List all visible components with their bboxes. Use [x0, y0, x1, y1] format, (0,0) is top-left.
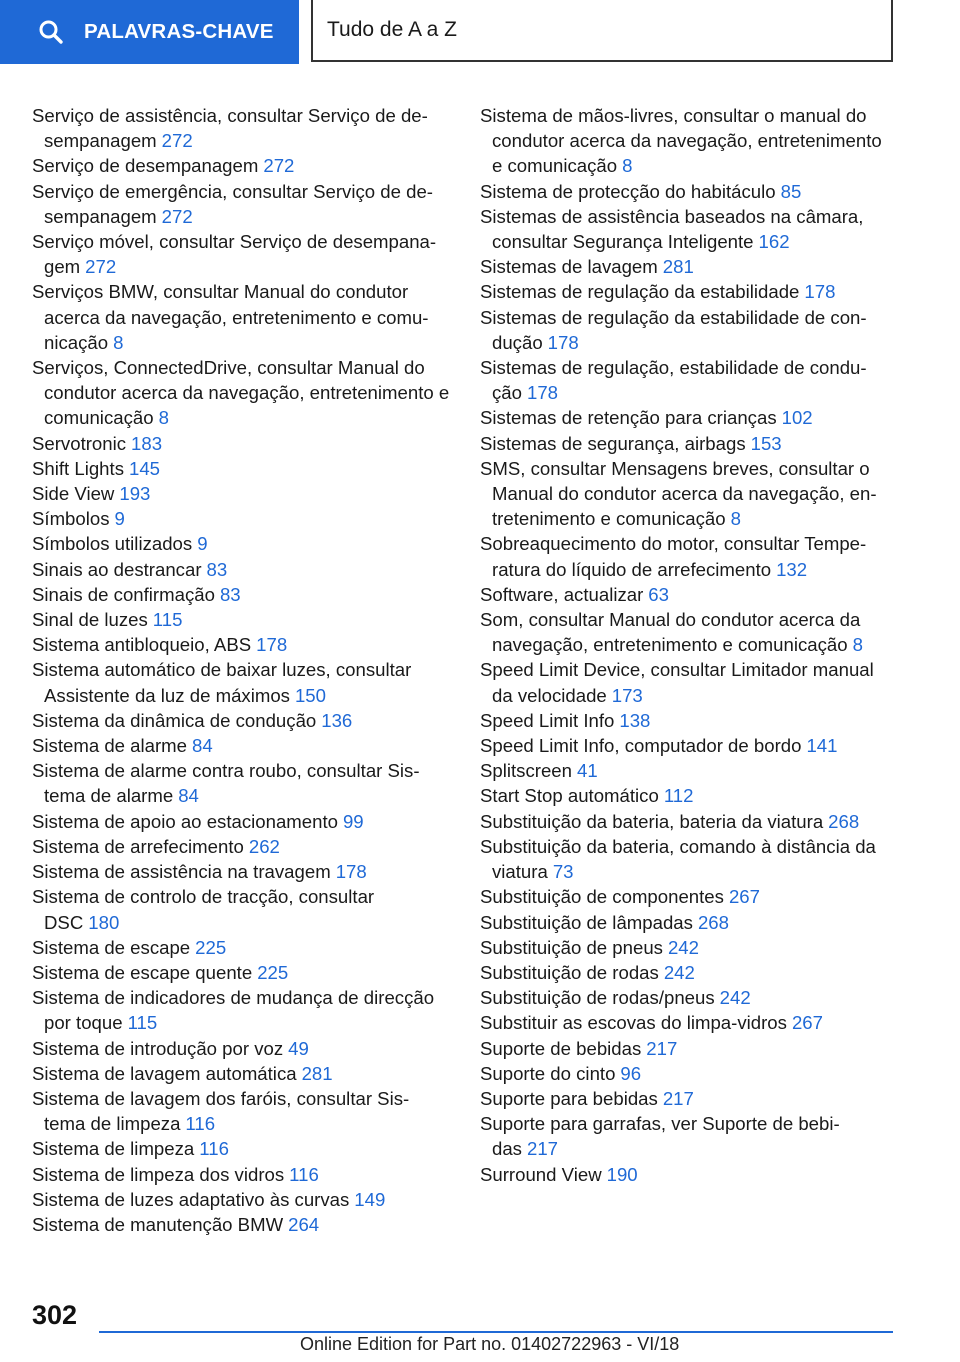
index-entry-text: Side View — [32, 483, 115, 505]
index-entry — [480, 279, 896, 304]
index-entry-text: Speed Limit Info — [480, 709, 615, 731]
index-entry-text: Sistemas de retenção para crianças — [480, 407, 777, 429]
index-page-link[interactable]: 190 — [606, 1163, 638, 1185]
index-page-link[interactable]: 8 — [158, 407, 169, 429]
index-entry — [480, 708, 896, 733]
index-entry-text: Sinal de luzes — [32, 609, 148, 631]
index-entry — [32, 481, 450, 506]
index-entry — [32, 935, 450, 960]
index-entry-text: Surround View — [480, 1163, 602, 1185]
index-page-link[interactable]: 63 — [648, 583, 669, 605]
index-page-link[interactable]: 116 — [185, 1113, 216, 1135]
index-entry — [480, 1111, 896, 1161]
index-entry-text: Speed Limit Info, computador de bordo — [480, 735, 802, 757]
index-entry-text: Sistema de protecção do habitáculo — [480, 180, 776, 202]
index-entry — [480, 809, 896, 834]
index-entry — [32, 557, 450, 582]
index-entry — [480, 834, 896, 884]
index-entry-text: Sistemas de regulação da estabilidade de con‐ dução — [480, 306, 867, 353]
index-entry-text: Suporte do cinto — [480, 1062, 616, 1084]
index-entry — [480, 733, 896, 758]
index-entry-text: Sistemas de lavagem — [480, 256, 658, 278]
index-entry-text: Speed Limit Device, consultar Limitador manual da velocidade — [480, 659, 874, 706]
index-entry — [32, 1061, 450, 1086]
index-page-link[interactable]: 84 — [192, 735, 213, 757]
index-page-link[interactable]: 264 — [288, 1213, 320, 1235]
index-page-link[interactable]: 183 — [131, 432, 163, 454]
index-page-link[interactable]: 153 — [750, 432, 782, 454]
index-entry — [32, 582, 450, 607]
index-page-link[interactable]: 268 — [828, 810, 860, 832]
index-entry-text: Substituição de rodas — [480, 961, 659, 983]
index-page-link[interactable]: 8 — [730, 508, 741, 530]
index-entry-text: Sistema de arrefecimento — [32, 835, 244, 857]
index-page-link[interactable]: 268 — [697, 911, 729, 933]
index-entry — [480, 582, 896, 607]
index-entry-text: Substituição da bateria, bateria da viatura — [480, 810, 824, 832]
index-page-link[interactable]: 242 — [719, 987, 751, 1009]
index-entry — [480, 607, 896, 657]
index-entry-text: Símbolos — [32, 508, 110, 530]
index-entry — [480, 179, 896, 204]
index-entry-text: Substituição de rodas/pneus — [480, 987, 715, 1009]
index-page-link[interactable]: 83 — [206, 558, 228, 580]
index-entry — [480, 1010, 896, 1035]
index-entry-text: Sistema de assistência na travagem — [32, 861, 331, 883]
index-entry — [480, 884, 896, 909]
index-entry — [32, 153, 450, 178]
index-entry-text: Símbolos utilizados — [32, 533, 193, 555]
index-entry-text: Suporte para bebidas — [480, 1087, 658, 1109]
index-entry-text: Som, consultar Manual do condutor acerca da navegação, entretenimento e comunicação — [480, 609, 861, 656]
index-entry-text: Sistema de limpeza dos vidros — [32, 1163, 285, 1185]
index-page-link[interactable]: 149 — [354, 1188, 386, 1210]
index-entry — [480, 254, 896, 279]
index-page-link[interactable]: 193 — [119, 483, 151, 505]
search-icon — [38, 19, 64, 45]
index-entry-text: Sistema antibloqueio, ABS — [32, 634, 252, 656]
index-page-link[interactable]: 99 — [342, 810, 364, 832]
index-entry-text: Suporte para garrafas, ver Suporte de bebi‐ das — [480, 1113, 840, 1160]
index-entry-text: Substituir as escovas do limpa-vidros — [480, 1012, 787, 1034]
index-entry-text: Sobreaquecimento do motor, consultar Tempe‐ ratura do líquido de arrefecimento — [480, 533, 867, 580]
index-page-link[interactable]: 242 — [663, 961, 695, 983]
index-page-link[interactable]: 178 — [335, 861, 367, 883]
index-entry-text: Sistema de escape quente — [32, 961, 253, 983]
index-page-link[interactable]: 242 — [667, 936, 699, 958]
index-page-link[interactable]: 217 — [646, 1037, 678, 1059]
index-entry — [32, 1212, 450, 1237]
index-page-link[interactable]: 162 — [758, 231, 790, 253]
tab-a-to-z[interactable] — [311, 0, 893, 62]
index-entry-text: Servotronic — [32, 432, 127, 454]
index-entry-text: Sistema de introdução por voz — [32, 1037, 284, 1059]
index-entry — [32, 1086, 450, 1136]
index-page-link[interactable]: 281 — [662, 256, 694, 278]
index-page-link[interactable]: 85 — [780, 180, 802, 202]
index-page-link[interactable]: 180 — [88, 911, 120, 933]
index-page-link[interactable]: 267 — [728, 886, 760, 908]
index-entry-text: Substituição da bateria, comando à distância da viatura — [480, 835, 876, 883]
index-page-link[interactable]: 178 — [547, 331, 579, 353]
index-entry — [32, 607, 450, 632]
index-page-link[interactable]: 150 — [294, 684, 326, 706]
index-entry — [480, 204, 896, 254]
index-page-link[interactable]: 112 — [663, 785, 694, 807]
index-column-right — [480, 103, 896, 1187]
index-entry-text: SMS, consultar Mensagens breves, consultar o Manual do condutor acerca da navegação, en‐ tretenimento e comunicação — [480, 457, 877, 530]
index-entry — [32, 859, 450, 884]
index-entry — [480, 910, 896, 935]
index-entry-text: Sinais de confirmação — [32, 583, 215, 605]
index-page-link[interactable]: 272 — [161, 205, 193, 227]
index-page-link[interactable]: 136 — [321, 709, 353, 731]
index-entry-text: Sistemas de regulação da estabilidade — [480, 281, 800, 303]
index-entry — [32, 632, 450, 657]
index-entry — [32, 355, 450, 431]
index-entry-text: Splitscreen — [480, 760, 572, 782]
index-entry — [480, 935, 896, 960]
index-entry-text: Serviços BMW, consultar Manual do condutor acerca da navegação, entretenimento e comu‐ nicação — [32, 281, 429, 353]
index-entry-text: Sistema de mãos-livres, consultar o manual do condutor acerca da navegação, entretenimento e comunicação — [480, 105, 882, 177]
footer-edition-text: Online Edition for Part no. 01402722963 - VI/18 — [300, 1334, 680, 1354]
index-entry — [32, 708, 450, 733]
index-page-link[interactable]: 225 — [195, 936, 227, 958]
index-entry-text: Substituição de lâmpadas — [480, 911, 693, 933]
index-entry — [480, 1162, 896, 1187]
index-page-link[interactable]: 267 — [791, 1012, 823, 1034]
index-entry — [32, 103, 450, 153]
index-entry-text: Sistema de escape — [32, 936, 191, 958]
index-entry — [32, 279, 450, 355]
index-entry — [32, 431, 450, 456]
index-entry-text: Start Stop automático — [480, 785, 659, 807]
index-page-link[interactable]: 73 — [552, 861, 574, 883]
page-number: 302 — [32, 1300, 78, 1330]
index-page-link[interactable]: 138 — [619, 709, 651, 731]
index-entry-text: Sistema de manutenção BMW — [32, 1213, 284, 1235]
index-entry-text: Serviço móvel, consultar Serviço de desempana‐ gem — [32, 231, 437, 278]
index-entry — [32, 985, 450, 1035]
index-entry-text: Substituição de componentes — [480, 886, 724, 908]
index-entry — [32, 960, 450, 985]
index-page-link[interactable]: 217 — [662, 1087, 694, 1109]
index-page-link[interactable]: 8 — [622, 155, 633, 177]
index-entry-text: Sistema de lavagem automática — [32, 1062, 297, 1084]
index-page-link[interactable]: 9 — [197, 533, 208, 555]
index-entry — [32, 834, 450, 859]
index-page-link[interactable]: 281 — [301, 1062, 333, 1084]
index-page-link[interactable]: 102 — [781, 407, 813, 429]
index-entry — [480, 1036, 896, 1061]
index-page-link[interactable]: 115 — [152, 609, 183, 631]
index-entry — [480, 657, 896, 707]
index-entry-text: Sistema de alarme contra roubo, consultar Sis‐ tema de alarme — [32, 760, 420, 807]
index-entry — [32, 1162, 450, 1187]
index-entry-text: Sistema automático de baixar luzes, consultar Assistente da luz de máximos — [32, 659, 412, 706]
index-entry-text: Suporte de bebidas — [480, 1037, 642, 1059]
index-entry-text: Sistemas de segurança, airbags — [480, 432, 746, 454]
index-entry — [32, 809, 450, 834]
index-entry-text: Shift Lights — [32, 457, 124, 479]
index-entry — [32, 531, 450, 556]
index-page-link[interactable]: 173 — [611, 684, 643, 706]
index-page-link[interactable]: 116 — [289, 1163, 319, 1185]
index-page-link[interactable]: 8 — [852, 634, 863, 656]
index-column-left — [32, 103, 450, 1237]
index-entry-text: Sistema da dinâmica de condução — [32, 709, 317, 731]
index-entry — [32, 1136, 450, 1161]
index-page-link[interactable]: 115 — [127, 1012, 158, 1034]
index-entry-text: Serviço de assistência, consultar Serviço de de‐ sempanagem — [32, 105, 428, 152]
index-entry — [480, 456, 896, 532]
index-page-link[interactable]: 84 — [178, 785, 199, 807]
tab-keywords-label: PALAVRAS-CHAVE — [84, 20, 274, 43]
index-page-link[interactable]: 217 — [526, 1138, 559, 1160]
index-page-link[interactable]: 8 — [113, 331, 124, 353]
index-entry — [32, 1187, 450, 1212]
index-entry — [480, 103, 896, 179]
index-entry-text: Sinais ao destrancar — [32, 558, 202, 580]
index-page-link[interactable]: 41 — [576, 760, 598, 782]
index-entry-text: Sistema de lavagem dos faróis, consultar Sis‐ tema de limpeza — [32, 1087, 410, 1135]
index-entry-text: Sistema de apoio ao estacionamento — [32, 810, 338, 832]
index-page-link[interactable]: 49 — [288, 1037, 309, 1059]
index-page-link[interactable]: 272 — [161, 130, 193, 152]
tab-a-to-z-label: Tudo de A a Z — [327, 18, 457, 41]
index-entry-text: Sistema de indicadores de mudança de direcção por toque — [32, 987, 435, 1034]
index-entry — [32, 657, 450, 707]
index-entry — [32, 1036, 450, 1061]
index-entry — [480, 1061, 896, 1086]
index-entry — [480, 355, 896, 405]
index-entry — [32, 456, 450, 481]
index-entry-text: Serviço de emergência, consultar Serviço de de‐ sempanagem — [32, 180, 434, 227]
index-entry — [32, 758, 450, 808]
index-entry — [480, 985, 896, 1010]
index-page-link[interactable]: 141 — [806, 735, 838, 757]
index-page-link[interactable]: 178 — [526, 382, 559, 404]
index-page-link[interactable]: 9 — [114, 508, 125, 530]
index-entry-text: Sistema de controlo de tracção, consultar DSC — [32, 886, 375, 933]
index-entry-text: Serviços, ConnectedDrive, consultar Manual do condutor acerca da navegação, entretenimento e comunicação — [32, 357, 450, 429]
index-page-link[interactable]: 83 — [219, 583, 241, 605]
index-entry — [480, 531, 896, 581]
index-entry — [480, 1086, 896, 1111]
index-page-link[interactable]: 272 — [263, 155, 295, 177]
index-entry — [32, 884, 450, 934]
index-entry-text: Sistemas de assistência baseados na câmara, consultar Segurança Inteligente — [480, 205, 864, 253]
index-entry-text: Sistema de luzes adaptativo às curvas — [32, 1188, 350, 1210]
index-page-link[interactable]: 116 — [199, 1138, 229, 1160]
index-page-link[interactable]: 272 — [85, 256, 117, 278]
index-entry — [480, 783, 896, 808]
index-entry — [32, 179, 450, 229]
index-page-link[interactable]: 178 — [804, 281, 836, 303]
index-entry-text: Sistemas de regulação, estabilidade de condu‐ ção — [480, 357, 867, 404]
tab-keywords[interactable] — [0, 0, 299, 64]
index-page-link[interactable]: 96 — [620, 1062, 642, 1084]
index-entry-text: Sistema de limpeza — [32, 1138, 195, 1160]
index-entry — [480, 431, 896, 456]
index-page-link[interactable]: 225 — [257, 961, 289, 983]
index-entry — [480, 758, 896, 783]
index-page-link[interactable]: 145 — [129, 457, 161, 479]
index-entry-text: Sistema de alarme — [32, 735, 188, 757]
index-entry-text: Software, actualizar — [480, 583, 644, 605]
index-page-link[interactable]: 132 — [776, 558, 808, 580]
index-entry — [32, 733, 450, 758]
index-entry — [480, 305, 896, 355]
index-page-link[interactable]: 178 — [256, 634, 288, 656]
index-entry — [32, 229, 450, 279]
index-entry — [480, 405, 896, 430]
footer-divider — [99, 1331, 893, 1333]
index-page-link[interactable]: 262 — [248, 835, 280, 857]
index-entry — [32, 506, 450, 531]
index-entry — [480, 960, 896, 985]
index-entry-text: Serviço de desempanagem — [32, 155, 259, 177]
index-entry-text: Substituição de pneus — [480, 936, 663, 958]
